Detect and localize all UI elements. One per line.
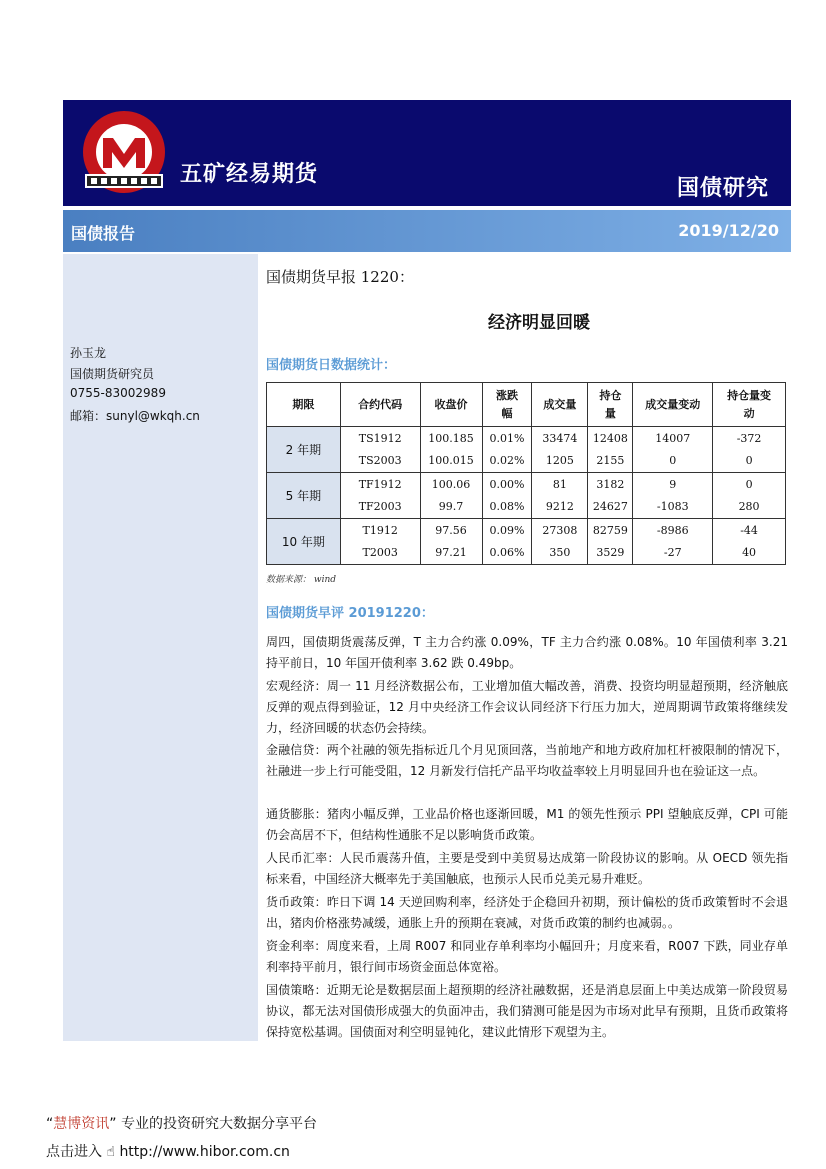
table-cell: 0.09% (482, 519, 532, 542)
table-row (267, 542, 786, 565)
quote-close: ” (109, 1116, 117, 1132)
table-header-cell: 持仓量变 动 (713, 383, 786, 427)
quote-open: “ (46, 1116, 54, 1132)
sidebar (63, 254, 258, 1041)
paragraph-macro: 宏观经济：周一 11 月经济数据公布，工业增加值大幅改善，消费、投资均明显超预期，经济触底反弹的观点得到验证，12 月中央经济工作会议认同经济下行压力加大，逆周期调节政策将继续发力，经济回暖的状态仍会持续。 (266, 679, 788, 735)
table-cell: -1083 (633, 496, 713, 519)
section-title: 国债研究 (676, 176, 769, 201)
paragraph-inflation: 通货膨胀：猪肉小幅反弹，工业品价格也逐渐回暖，M1 的领先性预示 PPI 望触底反弹，CPI 可能仍会高居不下，但结构性通胀不足以影响货币政策。 (266, 807, 788, 842)
footer-brand[interactable]: 慧博资讯 (53, 1116, 110, 1132)
table-cell: 3529 (588, 542, 633, 565)
header-band (63, 100, 791, 206)
table-heading: 国债期货日数据统计： (266, 358, 397, 373)
doc-title: 国债期货早报 1220： (266, 268, 414, 286)
table-header-cell: 持仓 量 (588, 383, 633, 427)
table-cell: 27308 (532, 519, 588, 542)
table-cell: 97.56 (420, 519, 482, 542)
table-row (267, 427, 786, 450)
table-cell: TS2003 (340, 450, 420, 473)
table-cell: 40 (713, 542, 786, 565)
table-cell: 97.21 (420, 542, 482, 565)
table-cell: 12408 (588, 427, 633, 450)
pointer-hand-icon: ☝ (106, 1144, 115, 1160)
footer-tagline-text: 专业的投资研究大数据分享平台 (120, 1116, 317, 1132)
table-header-row (267, 383, 786, 427)
table-cell: 100.015 (420, 450, 482, 473)
paragraph-strategy: 国债策略：近期无论是数据层面上超预期的经济社融数据，还是消息层面上中美达成第一阶段贸易协议，都无法对国债形成强大的负面冲击，我们猜测可能是因为市场对此早有预期，且货币政策将保持宽松基调。国债面对利空明显钝化，建议此情形下观望为主。 (266, 983, 788, 1039)
table-cell: 280 (713, 496, 786, 519)
table-cell: 100.06 (420, 473, 482, 496)
table-row (267, 473, 786, 496)
footer-url[interactable]: http://www.hibor.com.cn (119, 1144, 290, 1160)
table-cell: 100.185 (420, 427, 482, 450)
report-date: 2019/12/20 (678, 221, 779, 240)
table-cell: -44 (713, 519, 786, 542)
paragraph-credit: 金融信贷：两个社融的领先指标近几个月见顶回落，当前地产和地方政府加杠杆被限制的情况下，社融进一步上行可能受阻，12 月新发行信托产品平均收益率较上月明显回升也在验证这一点。 (266, 743, 788, 778)
table-cell: 350 (532, 542, 588, 565)
table-row (267, 496, 786, 519)
table-cell: -27 (633, 542, 713, 565)
paragraph-overview: 周四，国债期货震荡反弹，T 主力合约涨 0.09%，TF 主力合约涨 0.08%。10 年国债利率 3.21 持平前日，10 年国开债利率 3.62 跌 0.49bp。 (266, 635, 788, 670)
report-bar (63, 210, 791, 252)
author-phone: 0755-83002989 (70, 386, 166, 400)
table-row (267, 519, 786, 542)
table-header-cell: 成交量变动 (633, 383, 713, 427)
author-email[interactable]: 邮箱：sunyl@wkqh.cn (70, 409, 200, 423)
table-row (267, 450, 786, 473)
table-header-cell: 成交量 (532, 383, 588, 427)
table-cell: 0.08% (482, 496, 532, 519)
table-cell: 0.06% (482, 542, 532, 565)
author-role: 国债期货研究员 (70, 367, 155, 381)
table-cell: 99.7 (420, 496, 482, 519)
table-cell: T2003 (340, 542, 420, 565)
period-cell: 2 年期 (267, 427, 341, 473)
futures-data-table (266, 382, 786, 565)
minmetals-logo-icon (81, 108, 167, 196)
period-cell: 5 年期 (267, 473, 341, 519)
table-cell: 0.01% (482, 427, 532, 450)
table-cell: T1912 (340, 519, 420, 542)
table-header-cell: 收盘价 (420, 383, 482, 427)
period-cell: 10 年期 (267, 519, 341, 565)
table-cell: 9 (633, 473, 713, 496)
table-cell: 1205 (532, 450, 588, 473)
table-cell: -372 (713, 427, 786, 450)
table-cell: 2155 (588, 450, 633, 473)
enter-text[interactable]: 点击进入 (46, 1144, 102, 1160)
table-cell: TS1912 (340, 427, 420, 450)
company-name: 五矿经易期货 (180, 162, 319, 187)
table-cell: 0.02% (482, 450, 532, 473)
commentary-heading: 国债期货早评 20191220： (266, 606, 434, 621)
table-cell: 9212 (532, 496, 588, 519)
table-header-cell: 涨跌 幅 (482, 383, 532, 427)
paragraph-funding: 资金利率：周度来看，上周 R007 和同业存单利率均小幅回升；月度来看，R007 下跌，同业存单利率持平前月，银行间市场资金面总体宽裕。 (266, 939, 788, 974)
table-cell: -8986 (633, 519, 713, 542)
table-cell: 0 (713, 450, 786, 473)
table-body (267, 427, 786, 565)
table-header-cell: 期限 (267, 383, 341, 427)
table-cell: 0 (633, 450, 713, 473)
data-source: 数据来源： wind (266, 575, 337, 585)
paragraph-fx: 人民币汇率：人民币震荡升值，主要是受到中美贸易达成第一阶段协议的影响。从 OECD 领先指标来看，中国经济大概率先于美国触底，也预示人民币兑美元易升难贬。 (266, 851, 788, 886)
table-cell: 33474 (532, 427, 588, 450)
report-label: 国债报告 (71, 224, 136, 243)
table-header-cell: 合约代码 (340, 383, 420, 427)
author-name: 孙玉龙 (70, 346, 107, 360)
table-cell: 0.00% (482, 473, 532, 496)
table-cell: 0 (713, 473, 786, 496)
table-cell: 82759 (588, 519, 633, 542)
table-cell: 3182 (588, 473, 633, 496)
table-cell: 81 (532, 473, 588, 496)
doc-subtitle: 经济明显回暖 (488, 313, 590, 333)
footer-link-line[interactable] (46, 1141, 290, 1161)
table-cell: TF2003 (340, 496, 420, 519)
table-cell: TF1912 (340, 473, 420, 496)
paragraph-monetary: 货币政策：昨日下调 14 天逆回购利率，经济处于企稳回升初期，预计偏松的货币政策暂时不会退出，猪肉价格涨势减缓，通胀上升的预期在衰减，对货币政策的制约也减弱。。 (266, 895, 788, 930)
table-cell: 24627 (588, 496, 633, 519)
table-cell: 14007 (633, 427, 713, 450)
footer-tagline (46, 1113, 317, 1133)
